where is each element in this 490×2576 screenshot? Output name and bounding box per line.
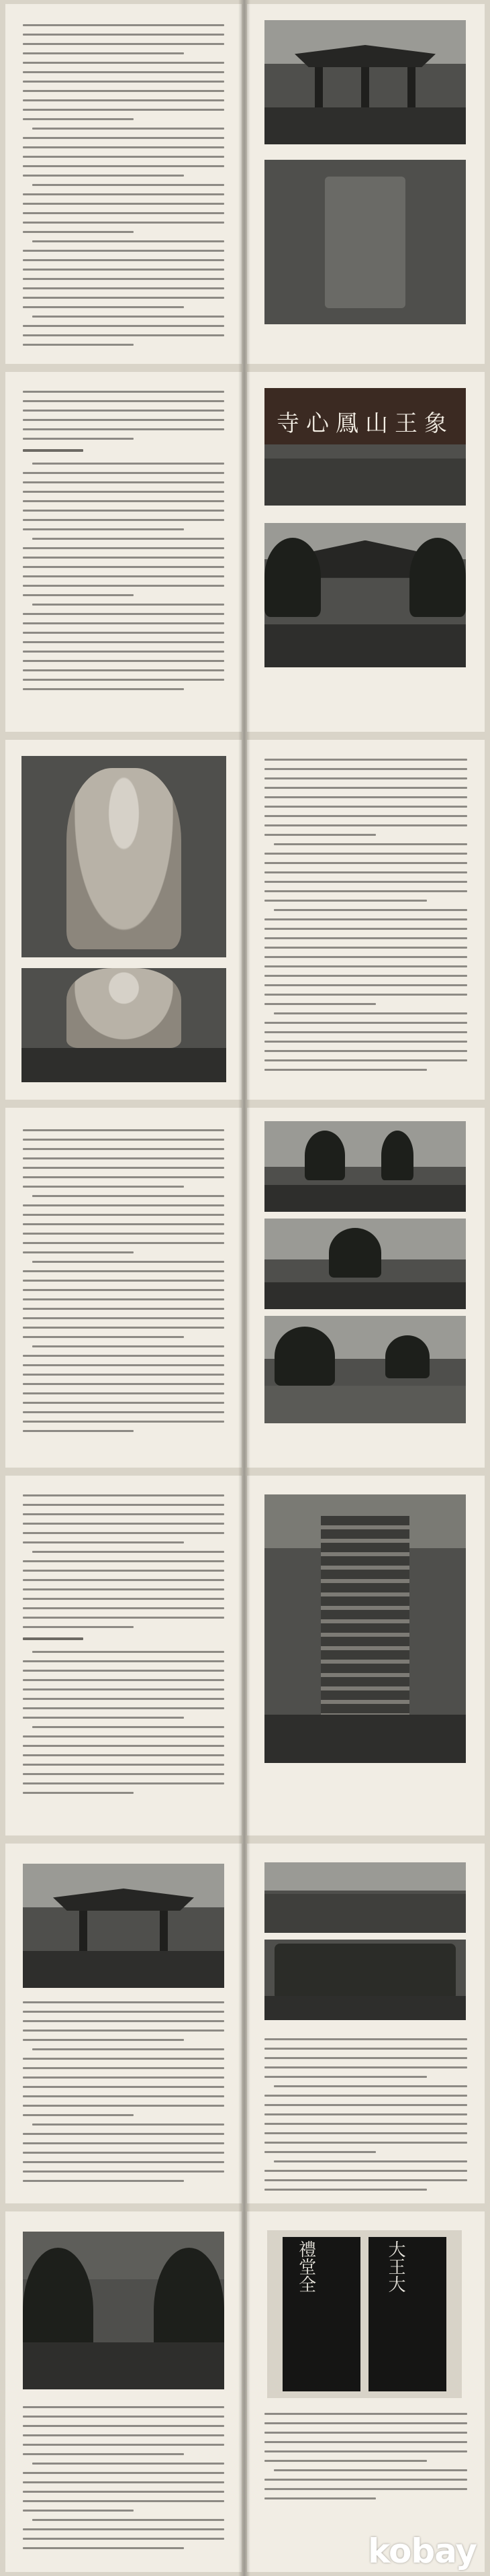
book-gutter bbox=[238, 736, 250, 1104]
body-text bbox=[23, 2406, 224, 2557]
right-page bbox=[247, 372, 485, 732]
book-spread-4 bbox=[0, 1104, 490, 1472]
body-text bbox=[264, 759, 467, 1078]
book-spread-3 bbox=[0, 736, 490, 1104]
book-spread-6 bbox=[0, 1840, 490, 2207]
book-gutter bbox=[238, 1472, 250, 1840]
temple-hall-photo bbox=[264, 523, 466, 667]
left-page bbox=[5, 1108, 242, 1468]
body-text bbox=[23, 391, 224, 698]
book-gutter bbox=[238, 1104, 250, 1472]
right-page bbox=[247, 1844, 485, 2203]
book-gutter bbox=[238, 0, 250, 368]
body-text bbox=[264, 2038, 467, 2198]
stone-wall-photo-1 bbox=[264, 1862, 466, 1933]
book-spread-7 bbox=[0, 2207, 490, 2576]
book-gutter bbox=[238, 368, 250, 736]
calligraphy-plaque-photo bbox=[267, 2230, 462, 2398]
right-page bbox=[247, 4, 485, 364]
stele-pavilion-photo bbox=[23, 1864, 224, 1988]
right-page bbox=[247, 2211, 485, 2572]
body-text bbox=[264, 2413, 467, 2507]
left-page bbox=[5, 372, 242, 732]
right-page bbox=[247, 1476, 485, 1835]
book-spread-5 bbox=[0, 1472, 490, 1840]
body-text bbox=[23, 24, 224, 353]
stone-wall-photo-2 bbox=[264, 1940, 466, 2020]
left-page bbox=[5, 1476, 242, 1835]
stone-pagoda-photo bbox=[264, 1494, 466, 1763]
tree-photo-2 bbox=[264, 1219, 466, 1309]
right-page bbox=[247, 1108, 485, 1468]
calligraphy-column-1: 禮堂全 bbox=[295, 2240, 316, 2293]
tree-photo-1 bbox=[264, 1121, 466, 1212]
book-gutter bbox=[238, 2207, 250, 2576]
left-page bbox=[5, 1844, 242, 2203]
left-page bbox=[5, 4, 242, 364]
body-text bbox=[23, 1129, 224, 1439]
watermark-logo: kobay bbox=[368, 2532, 477, 2571]
signboard-text: 寺心鳳山王象 bbox=[277, 410, 454, 437]
forest-shrine-photo bbox=[23, 2232, 224, 2389]
left-page bbox=[5, 2211, 242, 2572]
pavilion-photo bbox=[264, 20, 466, 144]
left-page bbox=[5, 740, 242, 1100]
statue-base-photo bbox=[21, 968, 226, 1082]
book-gutter bbox=[238, 1840, 250, 2207]
body-text bbox=[23, 2001, 224, 2189]
book-spread-2 bbox=[0, 368, 490, 736]
book-spread-1 bbox=[0, 0, 490, 368]
temple-signboard-photo bbox=[264, 388, 466, 506]
calligraphy-column-2: 大王大 bbox=[385, 2240, 405, 2293]
rock-inscription-photo bbox=[264, 160, 466, 324]
buddha-statue-photo bbox=[21, 756, 226, 957]
tree-photo-3 bbox=[264, 1316, 466, 1423]
right-page bbox=[247, 740, 485, 1100]
body-text bbox=[23, 1494, 224, 1801]
